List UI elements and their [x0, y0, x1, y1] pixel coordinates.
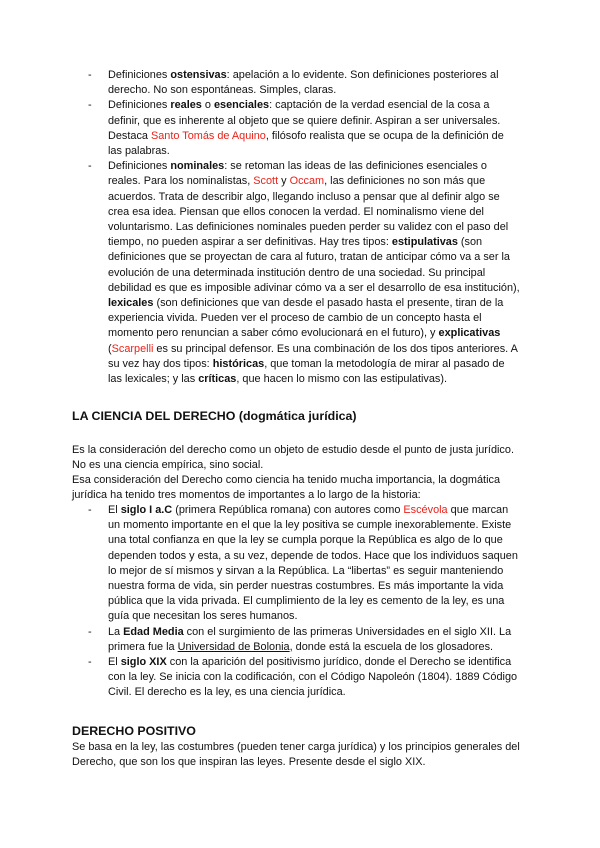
- paragraph: Esa consideración del Derecho como ciencia ha tenido mucha importancia, la dogmática jurídica ha tenido tres momentos de importantes a lo largo de la historia:: [72, 474, 500, 502]
- list-item: - La Edad Media con el surgimiento de las primeras Universidades en el siglo XII. La primera fue la Universidad de Bolonia, donde está la escuela de los glosadores.: [88, 625, 512, 653]
- bullet-dash: -: [88, 99, 92, 112]
- bullet-dash: -: [88, 160, 92, 173]
- bullet-dash: -: [88, 504, 92, 516]
- bullet-dash: -: [88, 625, 92, 638]
- history-list: [88, 503, 520, 701]
- paragraph: Es la consideración del derecho como un objeto de estudio desde el punto de justa jurídico. No es una ciencia empírica, sino social.: [72, 444, 514, 472]
- definitions-list: [88, 68, 520, 387]
- list-item: - Definiciones nominales: se retoman las ideas de las definiciones esenciales o reales. Para los nominalistas, Scott y Occam, las definiciones no son más que acuerdos. Trata de describir algo, llegando incluso a pensar que al definir algo se crea esa idea. Piensan que ellos conocen la verdad. El nominalismo viene del voluntarismo. Las definiciones nominales pueden perder su validez con el paso del tiempo, no pueden aspirar a ser definitivas. Hay tres tipos: estipulativas (son definiciones que se proyectan de cara al futuro, tratan de anticipar cómo va a ser la evolución de una determinada institución dentro de una sociedad. Su principal debilidad es que es imposible adivinar cómo va a ser el desarrollo de esa institución), lexicales (son definiciones que van desde el pasado hasta el presente, tiran de la experiencia vivida. Pueden ver el proceso de cambio de un concepto hasta el momento pero renuncian a saber cómo evolucionará en el futuro), y explicativas (Scarpelli es su principal defensor. Es una combinación de los dos tipos anteriores. A su vez hay dos tipos: históricas, que toman la metodología de mirar al pasado de las lexicales; y las críticas, que hacen lo mismo con las estipulativas).: [88, 160, 520, 386]
- highlighted-name: Escévola: [403, 504, 448, 516]
- list-item: - Definiciones reales o esenciales: captación de la verdad esencial de la cosa a definir, que es inherente al objeto que se quiere definir. Aspiran a ser universales. Destaca Santo Tomás de Aquino, filósofo realista que se ocupa de la definición de las palabras.: [88, 99, 504, 158]
- list-item: - Definiciones ostensivas: apelación a lo evidente. Son definiciones posteriores al derecho. No son espontáneas. Simples, claras.: [88, 69, 499, 97]
- highlighted-name: Santo Tomás de Aquino: [150, 129, 266, 142]
- underlined-term: Universidad de Bolonia: [177, 640, 290, 653]
- highlighted-name: Scarpelli: [111, 342, 154, 355]
- list-item: - El siglo XIX con la aparición del positivismo jurídico, donde el Derecho se identifica con la ley. Se inicia con la codificación, con el Código Napoleón (1804). 1889 Código Civil. El derecho es la ley, es una ciencia jurídica.: [88, 656, 518, 699]
- bullet-dash: -: [88, 656, 92, 669]
- section-title-ciencia: LA CIENCIA DEL DERECHO (dogmática jurídica): [72, 409, 357, 423]
- section-title-derecho-positivo: DERECHO POSITIVO: [72, 724, 196, 738]
- highlighted-name: Occam: [289, 175, 325, 188]
- list-item: - El siglo I a.C (primera República romana) con autores como Escévola que marcan un momento importante en el que la ley positiva se cumple inexorablemente. Existe una total confianza en que la ley se cumpla porque la República es algo de lo que dependen todos y esta, a su vez, depende de todos. Hace que los individuos saquen lo mejor de sí mismos y sirvan a la República. La “libertas” es seguir manteniendo nuestra forma de vida, sin perder nuestras costumbres. Es más importante la vida pública que la vida privada. El cumplimiento de la ley es cemento de la ley, es una guía que necesitan los seres humanos.: [88, 504, 518, 623]
- bullet-dash: -: [88, 69, 92, 81]
- paragraph: Se basa en la ley, las costumbres (pueden tener carga jurídica) y los principios generales del Derecho, que son los que inspiran las leyes. Presente desde el siglo XIX.: [72, 741, 520, 769]
- highlighted-name: Scott: [253, 175, 279, 188]
